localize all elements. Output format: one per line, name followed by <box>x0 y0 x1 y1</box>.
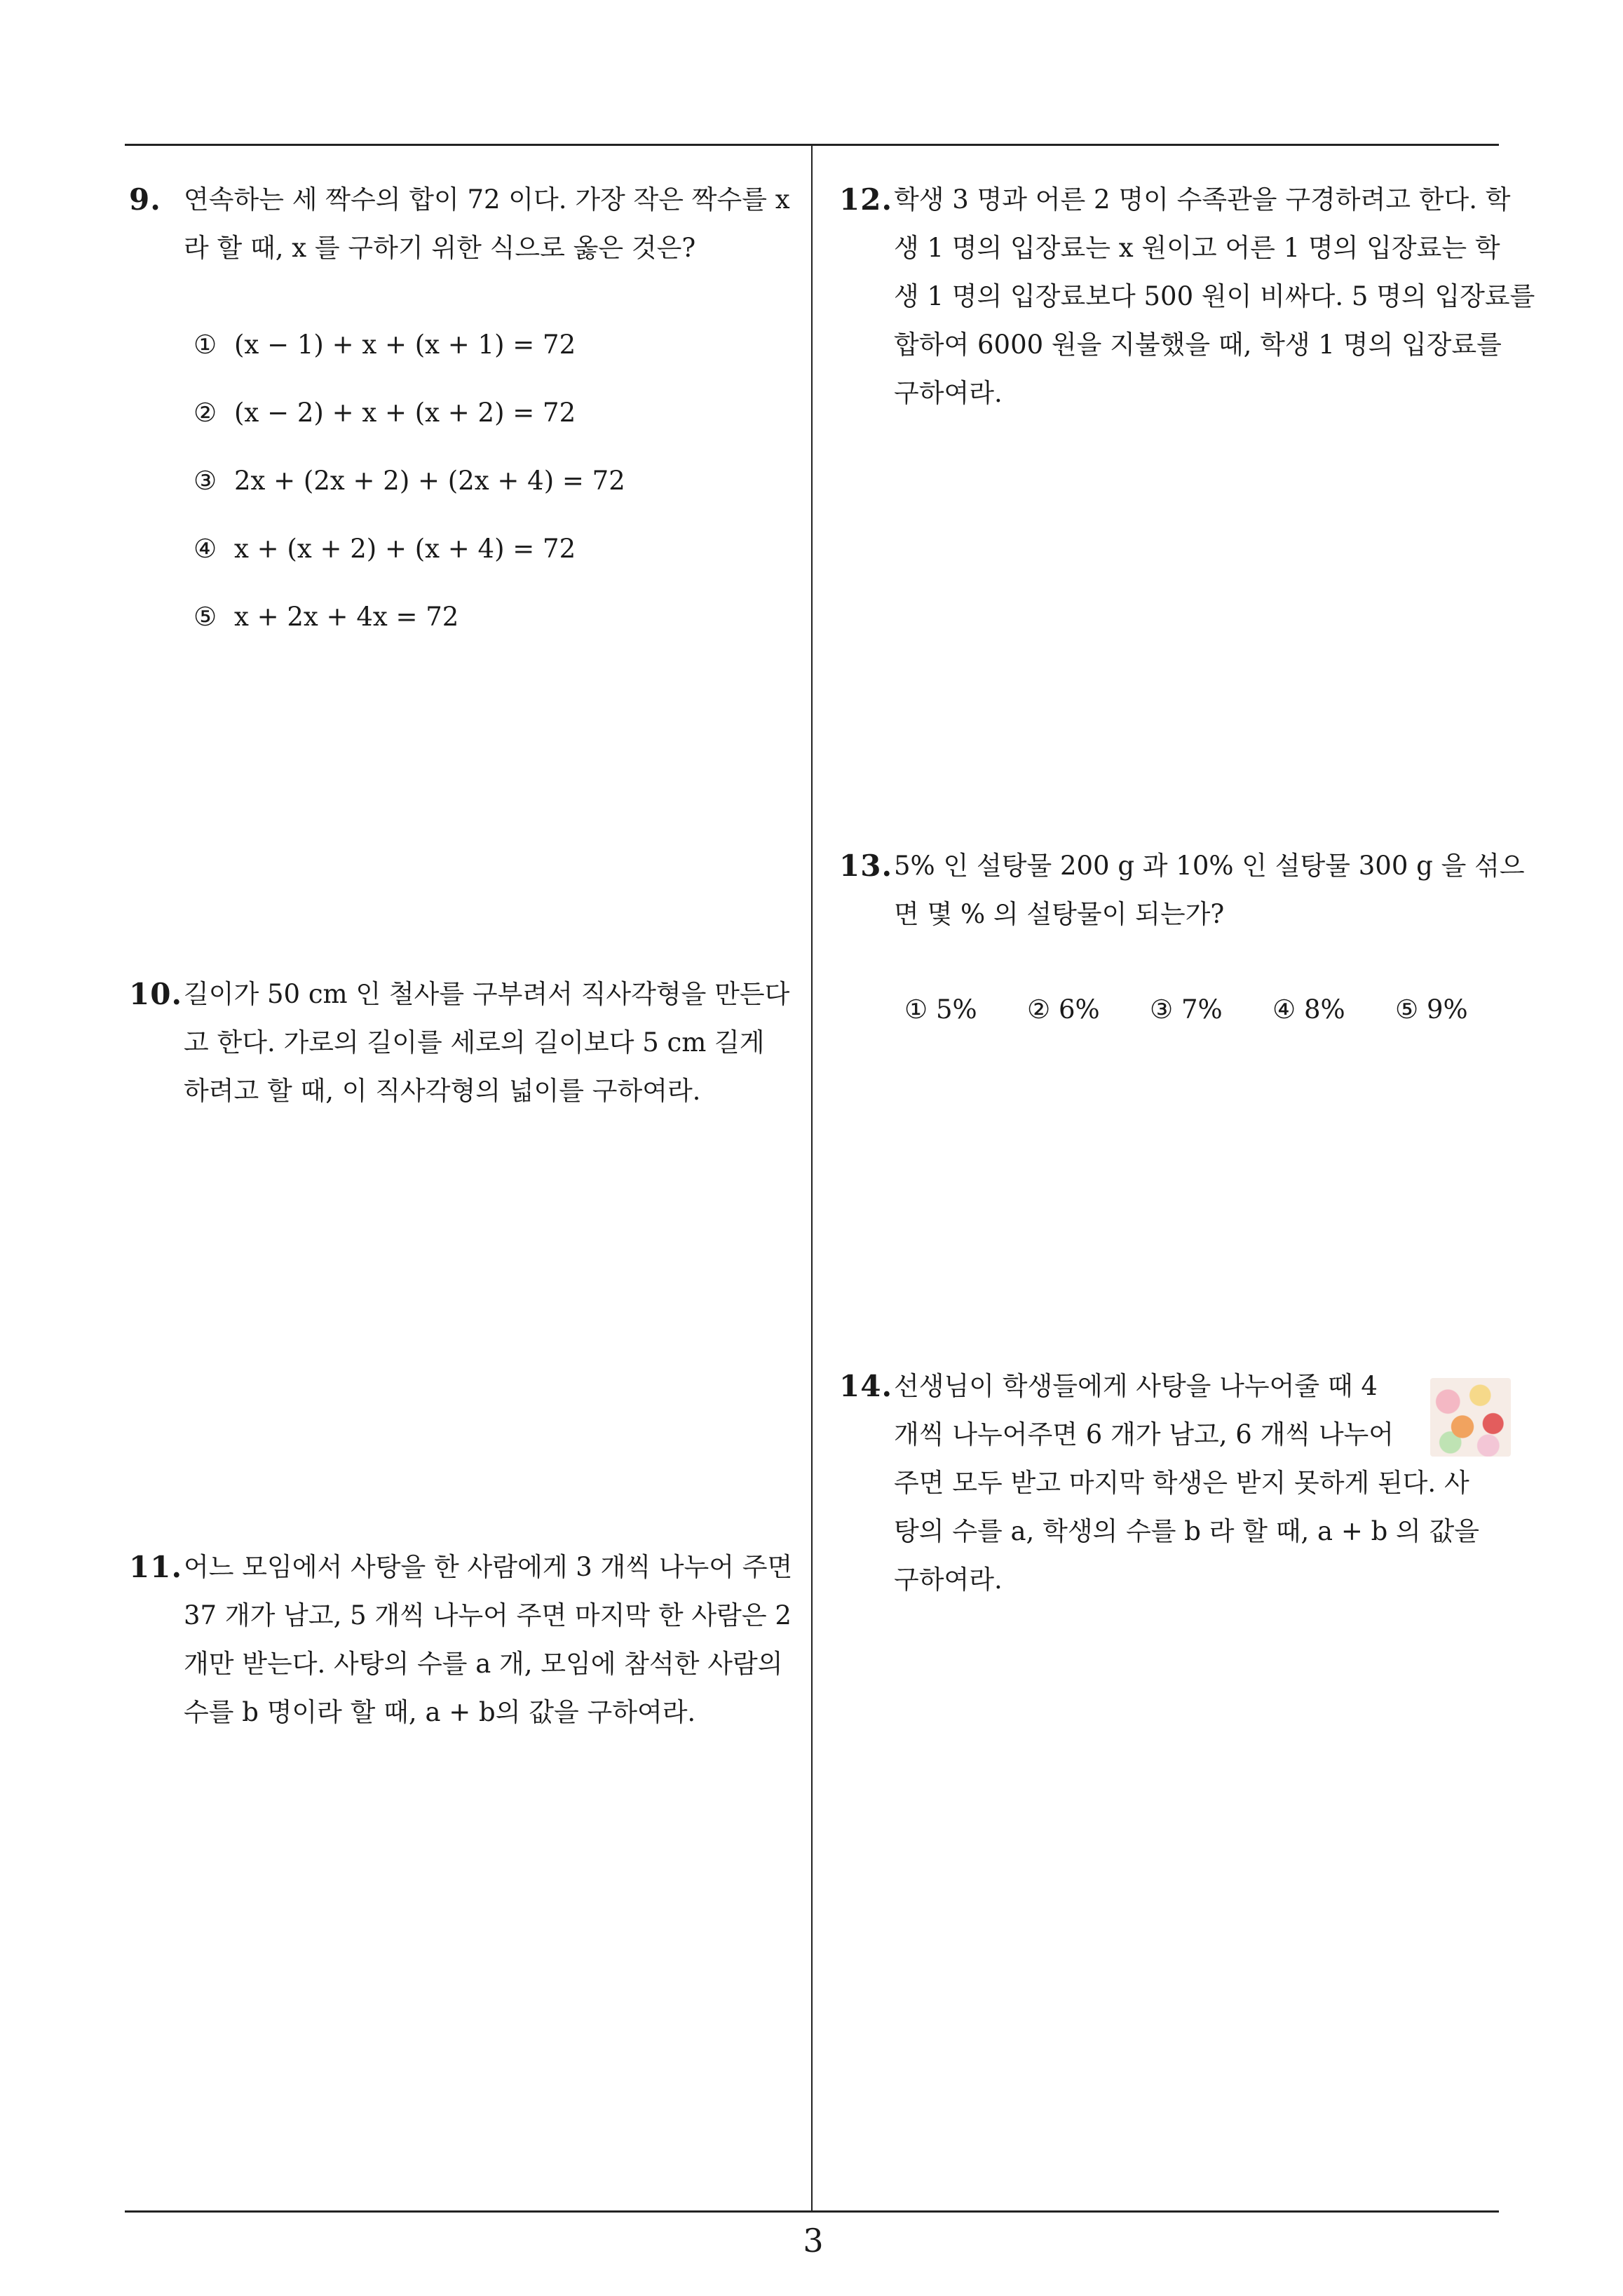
question-number: 10. <box>129 977 183 1011</box>
choice-2[interactable]: ② (x − 2) + x + (x + 2) = 72 <box>193 398 576 428</box>
question-text: 5% 인 설탕물 200 g 과 10% 인 설탕물 300 g 을 섞으 면 몇 % 의 설탕물이 되는가? <box>894 851 1525 929</box>
question-number: 14. <box>839 1369 893 1403</box>
question-number: 13. <box>839 849 893 883</box>
choice-3[interactable]: ③ 2x + (2x + 2) + (2x + 4) = 72 <box>193 466 625 496</box>
question-13-choices <box>904 994 1500 1029</box>
choice-4[interactable]: ④ 8% <box>1272 994 1345 1025</box>
choice-5[interactable]: ⑤ x + 2x + 4x = 72 <box>193 602 459 632</box>
question-text: 길이가 50 cm 인 철사를 구부려서 직사각형을 만든다 고 한다. 가로의 길이를 세로의 길이보다 5 cm 길게 하려고 할 때, 이 직사각형의 넓이를 구하여라. <box>184 979 790 1106</box>
choice-4[interactable]: ④ x + (x + 2) + (x + 4) = 72 <box>193 534 576 564</box>
question-10 <box>129 970 799 1115</box>
question-text: 학생 3 명과 어른 2 명이 수족관을 구경하려고 한다. 학 생 1 명의 입장료는 x 원이고 어른 1 명의 입장료는 학 생 1 명의 입장료보다 500 원이 비싸다. 5 명의 입장료를 합하여 6000 원을 지불했을 때, 학생 1 명의 입장료를 구하여라. <box>894 184 1535 408</box>
question-11 <box>129 1543 799 1736</box>
choice-1[interactable]: ① (x − 1) + x + (x + 1) = 72 <box>193 330 576 360</box>
page-number: 3 <box>803 2222 824 2260</box>
question-12 <box>839 175 1535 417</box>
question-9 <box>129 175 799 272</box>
choice-1[interactable]: ① 5% <box>904 994 977 1025</box>
question-13 <box>839 842 1525 938</box>
choice-2[interactable]: ② 6% <box>1027 994 1100 1025</box>
choice-5[interactable]: ⑤ 9% <box>1395 994 1468 1025</box>
question-number: 11. <box>129 1550 183 1584</box>
question-text: 어느 모임에서 사탕을 한 사람에게 3 개씩 나누어 주면 37 개가 남고, 5 개씩 나누어 주면 마지막 한 사람은 2 개만 받는다. 사탕의 수를 a 개, 모임에 참석한 사람의 수를 b 명이라 할 때, a + b의 값을 구하여라. <box>184 1552 793 1727</box>
question-text: 선생님이 학생들에게 사탕을 나누어줄 때 4 개씩 나누어주면 6 개가 남고, 6 개씩 나누어 주면 모두 받고 마지막 학생은 받지 못하게 된다. 사 탕의 수를 a, 학생의 수를 b 라 할 때, a + b 의 값을 구하여라. <box>894 1371 1480 1595</box>
question-14 <box>839 1362 1511 1604</box>
column-divider <box>811 144 813 2213</box>
question-number: 12. <box>839 182 893 217</box>
candy-image <box>1430 1378 1511 1457</box>
question-number: 9. <box>129 182 161 217</box>
choice-3[interactable]: ③ 7% <box>1150 994 1223 1025</box>
bottom-rule <box>125 2210 1499 2213</box>
question-text: 연속하는 세 짝수의 합이 72 이다. 가장 작은 짝수를 x 라 할 때, x 를 구하기 위한 식으로 옳은 것은? <box>184 184 790 263</box>
